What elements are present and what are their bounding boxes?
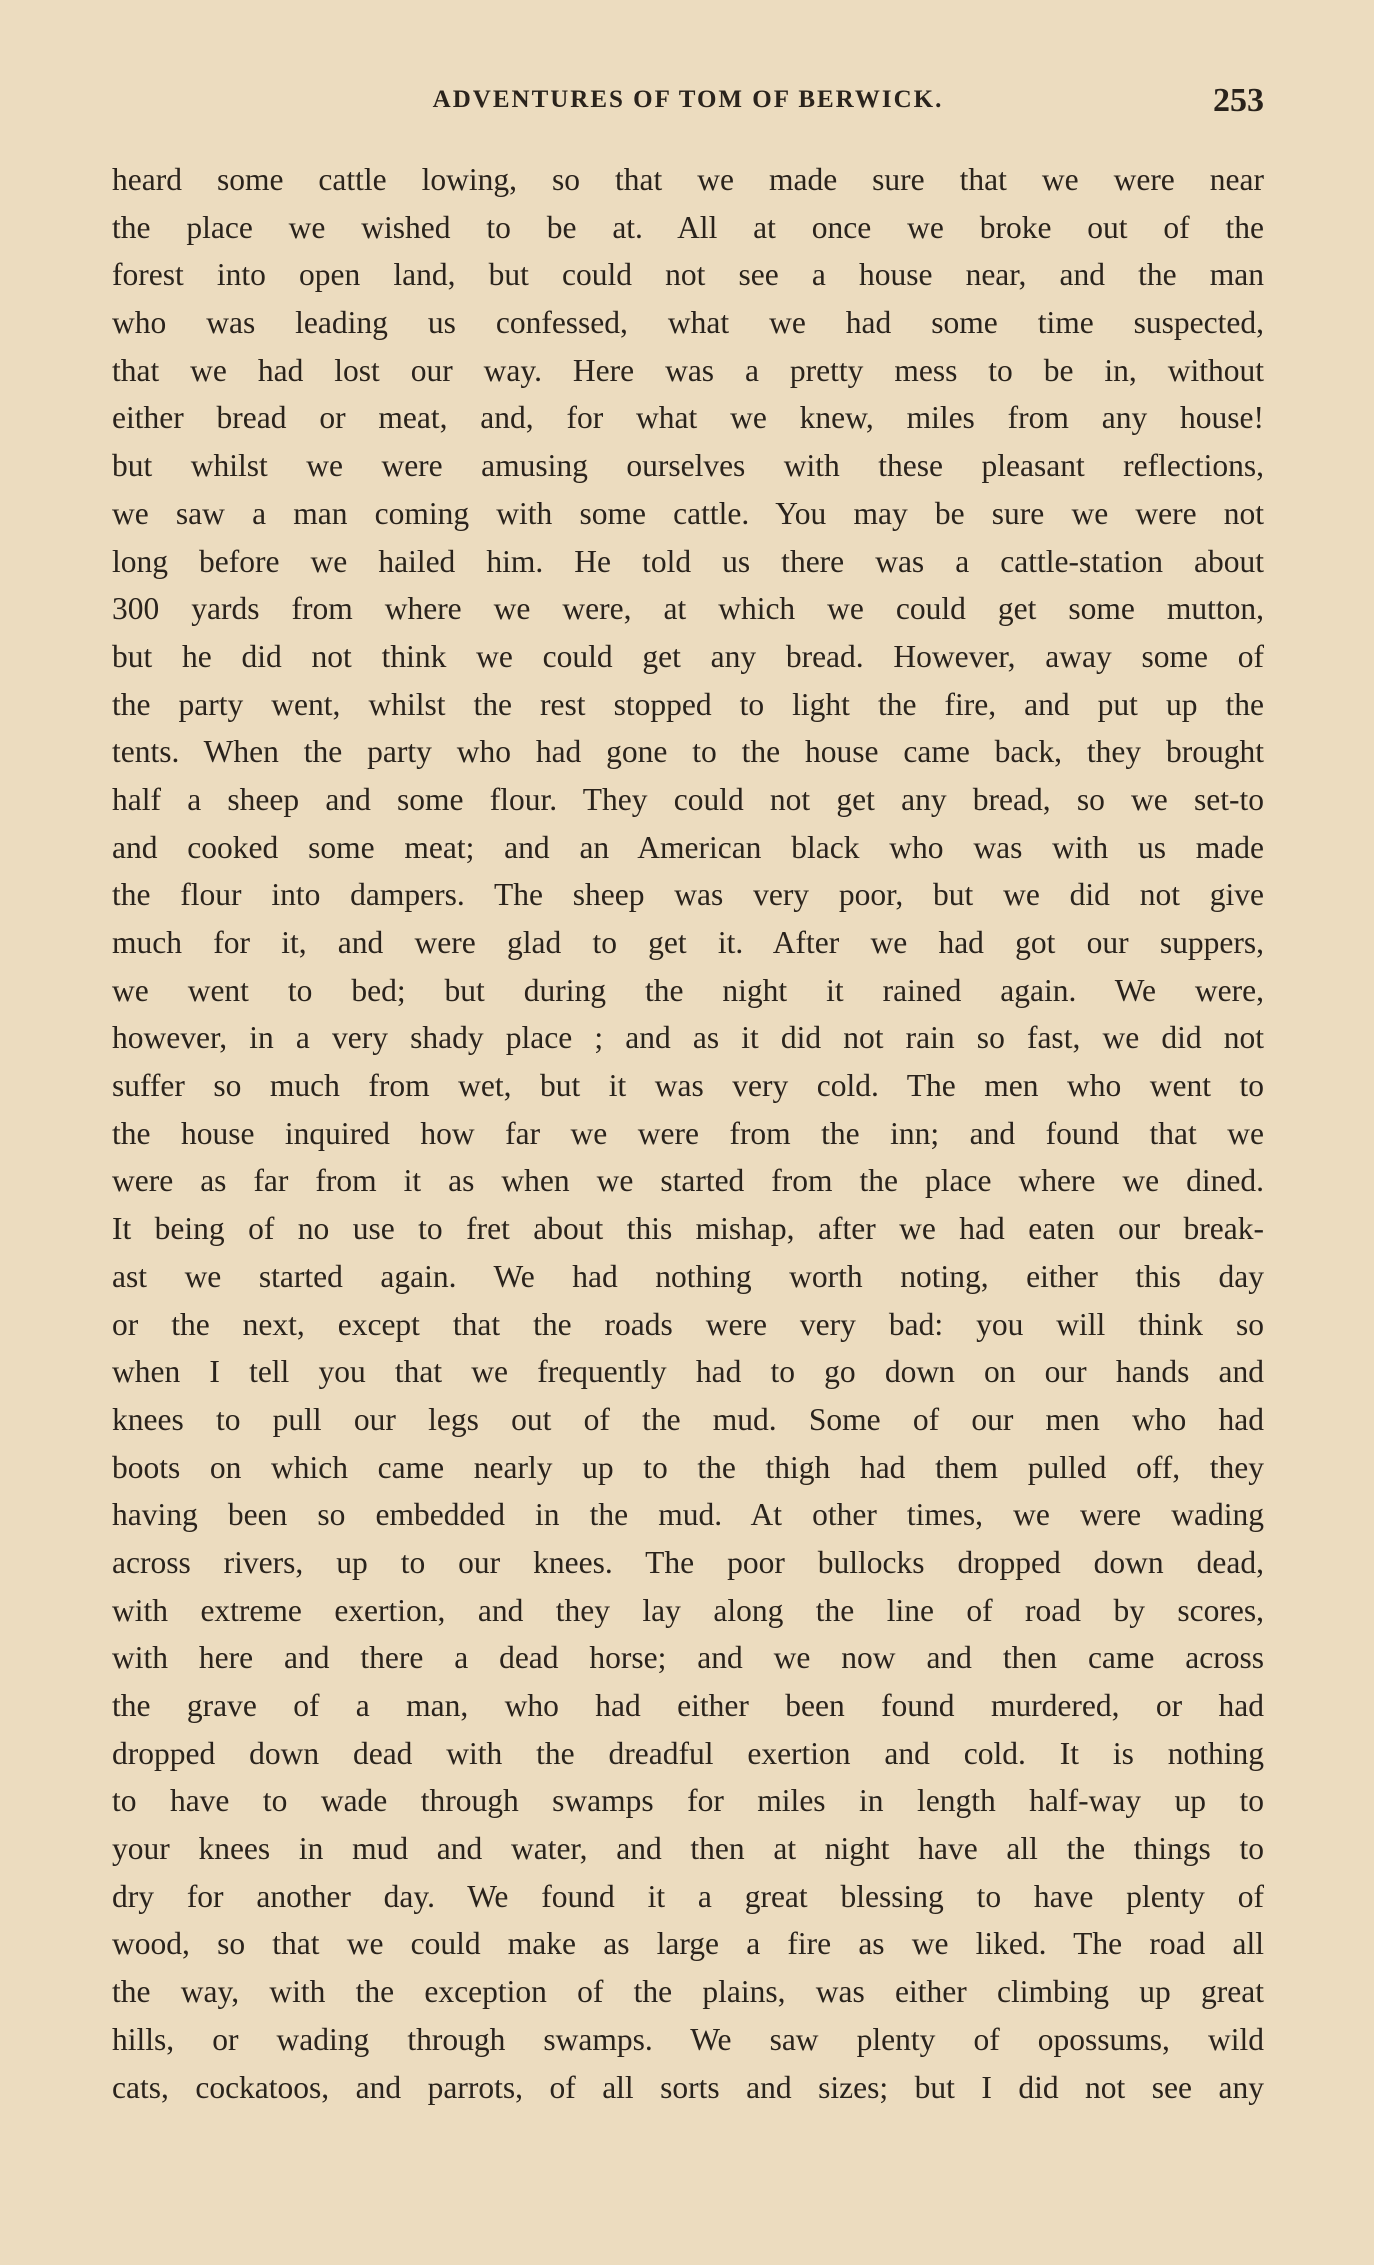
text-line: the grave of a man, who had either been found murdered, or had	[112, 1688, 1264, 1723]
text-line: or the next, except that the roads were very bad: you will think so	[112, 1306, 1264, 1342]
page-number: 253	[1213, 82, 1264, 119]
running-head: ADVENTURES OF TOM OF BERWICK.	[432, 86, 944, 113]
text-line: either bread or meat, and, for what we knew, miles from any house!	[112, 400, 1264, 436]
text-line: to have to wade through swamps for miles in length half-way up to	[112, 1783, 1264, 1819]
text-line: the party went, whilst the rest stopped to light the fire, and put up the	[112, 686, 1264, 722]
text-line: much for it, and were glad to get it. After we had got our suppers,	[112, 925, 1264, 960]
text-line: dropped down dead with the dreadful exertion and cold. It is nothing	[112, 1735, 1264, 1771]
text-line: hills, or wading through swamps. We saw plenty of opossums, wild	[112, 2021, 1264, 2057]
text-line: your knees in mud and water, and then at night have all the things to	[112, 1831, 1264, 1867]
text-line: but whilst we were amusing ourselves with these pleasant reflections,	[112, 448, 1264, 484]
text-line: dry for another day. We found it a great blessing to have plenty of	[112, 1878, 1264, 1914]
text-line: heard some cattle lowing, so that we made sure that we were near	[112, 162, 1264, 197]
text-line: that we had lost our way. Here was a pretty mess to be in, without	[112, 352, 1264, 388]
text-line: the house inquired how far we were from the inn; and found that we	[112, 1115, 1264, 1151]
text-line: we went to bed; but during the night it rained again. We were,	[112, 972, 1264, 1008]
text-line: knees to pull our legs out of the mud. Some of our men who had	[112, 1401, 1264, 1437]
text-line: It being of no use to fret about this mishap, after we had eaten our break-	[112, 1211, 1264, 1247]
text-line: long before we hailed him. He told us there was a cattle-station about	[112, 543, 1264, 579]
text-line: but he did not think we could get any bread. However, away some of	[112, 638, 1264, 674]
text-line: with extreme exertion, and they lay along the line of road by scores,	[112, 1592, 1264, 1628]
text-line: the flour into dampers. The sheep was very poor, but we did not give	[112, 877, 1264, 913]
text-line: when I tell you that we frequently had to go down on our hands and	[112, 1354, 1264, 1390]
text-line: the way, with the exception of the plains, was either climbing up great	[112, 1974, 1264, 2010]
text-line: half a sheep and some flour. They could not get any bread, so we set-to	[112, 781, 1264, 817]
text-line: ast we started again. We had nothing worth noting, either this day	[112, 1258, 1264, 1294]
text-line: boots on which came nearly up to the thigh had them pulled off, they	[112, 1449, 1264, 1485]
text-line: who was leading us confessed, what we had some time suspected,	[112, 305, 1264, 341]
text-line: having been so embedded in the mud. At other times, we were wading	[112, 1497, 1264, 1533]
text-line: with here and there a dead horse; and we now and then came across	[112, 1640, 1264, 1676]
text-line: suffer so much from wet, but it was very cold. The men who went to	[112, 1068, 1264, 1104]
page-header	[112, 82, 1264, 126]
text-line: and cooked some meat; and an American black who was with us made	[112, 829, 1264, 865]
text-line: cats, cockatoos, and parrots, of all sorts and sizes; but I did not see any	[112, 2069, 1264, 2105]
text-line: 300 yards from where we were, at which we could get some mutton,	[112, 591, 1264, 627]
body-text	[112, 156, 1264, 2111]
text-line: wood, so that we could make as large a fire as we liked. The road all	[112, 1926, 1264, 1962]
text-line: forest into open land, but could not see a house near, and the man	[112, 257, 1264, 293]
text-line: were as far from it as when we started from the place where we dined.	[112, 1163, 1264, 1199]
text-line: however, in a very shady place ; and as it did not rain so fast, we did not	[112, 1020, 1264, 1056]
text-line: across rivers, up to our knees. The poor bullocks dropped down dead,	[112, 1544, 1264, 1580]
text-line: the place we wished to be at. All at once we broke out of the	[112, 209, 1264, 245]
text-line: we saw a man coming with some cattle. You may be sure we were not	[112, 495, 1264, 531]
text-line: tents. When the party who had gone to the house came back, they brought	[112, 734, 1264, 770]
